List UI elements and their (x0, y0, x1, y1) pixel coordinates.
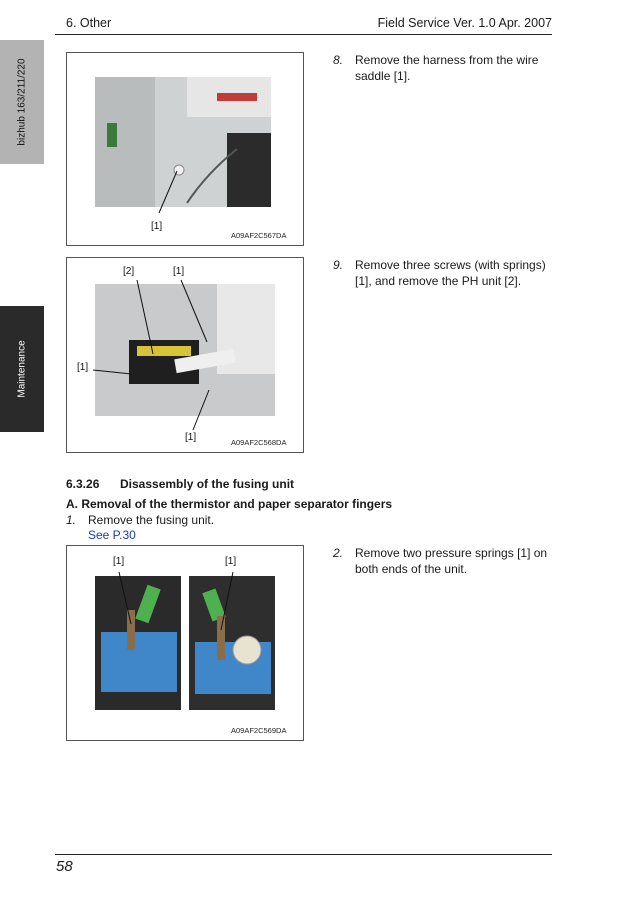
figure3-code: A09AF2C569DA (231, 726, 287, 735)
section-side-tab (0, 306, 44, 432)
figure2-callout-1-bottom: [1] (185, 432, 197, 443)
page-number: 58 (56, 858, 73, 875)
figure2-code: A09AF2C568DA (231, 438, 287, 447)
substep-1 (66, 513, 215, 527)
substep-1-number: 1. (66, 513, 77, 527)
figure-ph-unit-photo (66, 257, 304, 453)
harness-photo-illustration (67, 53, 303, 245)
running-header-chapter: 6. Other (66, 16, 112, 30)
substep-2-number: 2. (333, 546, 344, 560)
figure-fusing-springs-photo (66, 545, 304, 741)
section-side-tab-label: Maintenance (16, 340, 28, 398)
figure2-callout-2: [2] (123, 266, 135, 277)
step-9 (333, 257, 563, 297)
figure1-code: A09AF2C567DA (231, 231, 287, 240)
substep-1-text: Remove the fusing unit. (88, 513, 215, 527)
section-title: Disassembly of the fusing unit (120, 477, 295, 491)
substep-2-text: Remove two pressure springs [1] on both ends of the unit. (355, 546, 548, 576)
step-8-number: 8. (333, 53, 344, 67)
footer-rule (55, 854, 552, 855)
figure3-callout-1-right: [1] (225, 556, 237, 567)
step-9-number: 9. (333, 258, 344, 272)
step-9-text: Remove three screws (with springs) [1], and remove the PH unit [2]. (355, 258, 546, 288)
section-number: 6.3.26 (66, 477, 100, 491)
figure2-callout-1-top: [1] (173, 266, 185, 277)
step-8 (333, 52, 563, 92)
ph-unit-photo-illustration (67, 258, 303, 452)
figure2-callout-1-left: [1] (77, 362, 89, 373)
figure1-callout-1: [1] (151, 221, 163, 232)
substep-2 (333, 545, 563, 585)
figure3-callout-1-left: [1] (113, 556, 125, 567)
model-side-tab-label: bizhub 163/211/220 (16, 58, 28, 146)
model-side-tab (0, 40, 44, 164)
see-page-link[interactable]: See P.30 (88, 528, 136, 542)
step-8-text: Remove the harness from the wire saddle [1]. (355, 53, 539, 83)
figure-harness-photo (66, 52, 304, 246)
subsection-title: A. Removal of the thermistor and paper separator fingers (66, 497, 393, 511)
fusing-springs-photo-illustration (67, 546, 303, 740)
running-header-version: Field Service Ver. 1.0 Apr. 2007 (377, 16, 552, 30)
header-rule (55, 34, 552, 35)
